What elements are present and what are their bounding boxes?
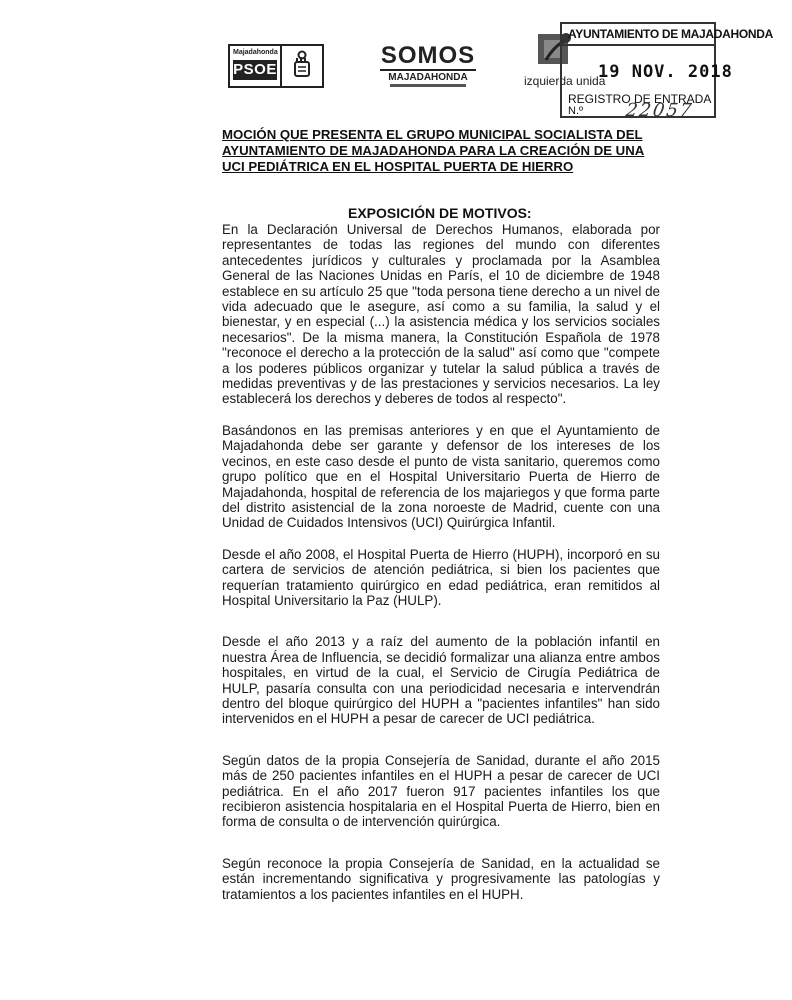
stamp-organization: AYUNTAMIENTO DE MAJADAHONDA (568, 27, 774, 41)
somos-word: SOMOS (380, 42, 476, 69)
paragraph: Desde el año 2008, el Hospital Puerta de Hierro (HUPH), incorporó en su cartera de servicios de atención pediátrica, si bien los pacientes que requerían tratamiento quirúrgico en edad pediátrica, eran remitidos al Hospital Universitario la Paz (HULP). (222, 546, 660, 608)
section-heading: EXPOSICIÓN DE MOTIVOS: (348, 205, 532, 221)
paragraph: En la Declaración Universal de Derechos Humanos, elaborada por representantes de todas las regiones del mundo con diferentes antecedentes jurídicos y culturales y proclamada por la Asamblea General de las Naciones Unidas en París, el 10 de diciembre de 1948 establece en su artículo 25 que "toda persona tiene derecho a un nivel de vida adecuado que le asegure, así como a su familia, la salud y el bienestar, y en especial (...) la asistencia médica y los servicios sociales necesarios". De la misma manera, la Constitución Española de 1978 "reconoce el derecho a la protección de la salud" así como que "compete a los poderes públicos organizar y tutelar la salud pública a través de medidas preventivas y de las prestaciones y servicios necesarios. La ley establecerá los derechos y deberes de todos al respecto". (222, 222, 660, 407)
psoe-subtitle: Majadahonda (233, 49, 278, 56)
title-line: UCI PEDIÁTRICA EN EL HOSPITAL PUERTA DE HIERRO (222, 159, 574, 174)
izquierda-unida-text: izquierda unida (524, 74, 606, 88)
paragraph: Desde el año 2013 y a raíz del aumento de la población infantil en nuestra Área de Influencia, se decidió formalizar una alianza entre ambos hospitales, en virtud de la cual, el Servicio de Cirugía Pediátrica de HULP, pasaría consulta con una periodicidad necesaria e intervendrán dentro del bloque quirúrgico del HUPH a "pacientes infantiles" han sido intervenidos en el HUPH a pesar de carecer de UCI pediátrica. (222, 634, 660, 727)
paragraph: Según reconoce la propia Consejería de Sanidad, en la actualidad se están incrementando significativa y progresivamente las patologías y tratamientos a los pacientes infantiles en el HUPH. (222, 855, 660, 902)
document-title (222, 127, 662, 175)
stamp-date: 19 NOV. 2018 (598, 62, 733, 82)
title-line: AYUNTAMIENTO DE MAJADAHONDA PARA LA CREACIÓN DE UNA (222, 143, 645, 158)
paragraph: Según datos de la propia Consejería de Sanidad, durante el año 2015 más de 250 pacientes infantiles en el HUPH a pesar de carecer de UCI pediátrica. En el año 2017 fueron 917 pacientes infantiles los que recibieron asistencia hospitalaria en el Hospital Puerta de Hierro, bien en forma de consulta o de intervención quirúrgica. (222, 752, 660, 830)
stamp-handwritten-number: 22057 (624, 100, 695, 121)
paragraph: Basándonos en las premisas anteriores y en que el Ayuntamiento de Majadahonda debe ser garante y defensor de los intereses de los vecinos, en este caso desde el punto de vista sanitario, queremos como grupo político que en el Hospital Universitario Puerta de Hierro de Majadahonda, hospital de referencia de los majariegos y que forma parte del distrito asistencial de la zona noroeste de Madrid, cuente con una Unidad de Cuidados Intensivos (UCI) Quirúrgica Infantil. (222, 422, 660, 531)
somos-underline (390, 84, 466, 87)
fist-and-rose-icon (286, 50, 318, 82)
somos-majadahonda-logo (380, 42, 476, 88)
title-line: MOCIÓN QUE PRESENTA EL GRUPO MUNICIPAL SOCIALISTA DEL (222, 127, 643, 142)
psoe-wordmark (230, 46, 282, 86)
somos-subtitle: MAJADAHONDA (380, 69, 476, 83)
stamp-number-label: N.º (568, 105, 584, 117)
psoe-name: PSOE (233, 61, 277, 78)
stamp-divider (562, 44, 714, 46)
stamp-registry-label: REGISTRO DE ENTRADA (568, 92, 712, 106)
registry-stamp (560, 22, 774, 121)
psoe-logo (228, 44, 324, 88)
document-body (222, 222, 660, 902)
